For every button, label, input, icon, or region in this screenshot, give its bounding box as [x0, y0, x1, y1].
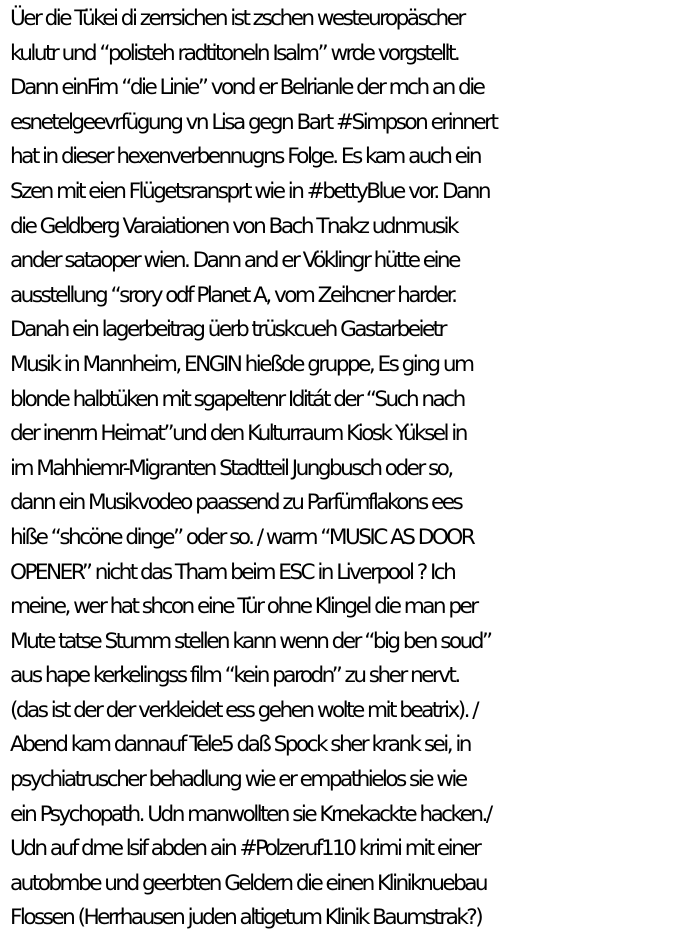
text-line: aus hape kerkelingss film “kein parodn” zu sher nervt. — [10, 663, 459, 689]
text-line: der inenrn Heimat”und den Kulturraum Kiosk Yüksel in — [10, 421, 466, 447]
text-line: Mute tatse Stumm stellen kann wenn der “big ben soud” — [10, 628, 491, 654]
text-line: ein Psychopath. Udn manwollten sie Krnekackte hacken./ — [10, 801, 491, 827]
text-line: Flossen (Herrhausen juden altigetum Klinik Baumstrak?) — [10, 905, 482, 931]
text-line: Danah ein lagerbeitrag üerb trüskcueh Gastarbeietr — [10, 317, 445, 343]
text-line: blonde halbtüken mit sgapeltenr Iditát der “Such nach — [10, 386, 464, 412]
text-line: Szen mit eien Flügetsransprt wie in #bettyBlue vor. Dann — [10, 178, 489, 204]
text-line: hat in dieser hexenverbennugns Folge. Es kam auch ein — [10, 144, 481, 170]
text-line: Abend kam dannauf Tele5 daß Spock sher krank sei, in — [10, 732, 470, 758]
text-line: meine, wer hat shcon eine Tür ohne Klingel die man per — [10, 594, 477, 620]
text-line: (das ist der der verkleidet ess gehen wolte mit beatrix). / — [10, 697, 477, 723]
body-text — [10, 2, 684, 936]
text-line: Musik in Mannheim, ENGIN hießde gruppe, Es ging um — [10, 351, 473, 377]
text-line: ausstellung “srory odf Planet A, vom Zeihcner harder. — [10, 282, 456, 308]
text-line: OPENER” nicht das Tham beim ESC in Liverpool ? Ich — [10, 559, 455, 585]
text-line: autobmbe und geerbten Geldern die einen Kliniknuebau — [10, 870, 487, 896]
text-line: hiße “shcöne dinge” oder so. / warm “MUSIC AS DOOR — [10, 524, 474, 550]
text-line: Üer die Tükei di zerrsichen ist zschen westeuropäscher — [10, 6, 464, 31]
text-line: dann ein Musikvodeo paassend zu Parfümflakons ees — [10, 490, 462, 516]
text-line: Dann einFim “die Linie” vond er Belrianle der mch an die — [10, 75, 484, 101]
text-line: psychiatruscher behadlung wie er empathielos sie wie — [10, 767, 466, 793]
text-line: Udn auf dme lsif abden ain #Polzeruf110 krimi mit einer — [10, 836, 480, 862]
text-line: ander sataoper wien. Dann and er Vöklingr hütte eine — [10, 248, 459, 274]
text-line: im Mahhiemr-Migranten Stadtteil Jungbusch oder so, — [10, 455, 452, 481]
text-line: die Geldberg Varaiationen von Bach Tnakz udnmusik — [10, 213, 457, 239]
text-line: kulutr und “polisteh radtitoneln Isalm” wrde vorgstellt. — [10, 40, 459, 66]
text-line: esnetelgeevrfügung vn Lisa gegn Bart #Simpson erinnert — [10, 109, 497, 135]
